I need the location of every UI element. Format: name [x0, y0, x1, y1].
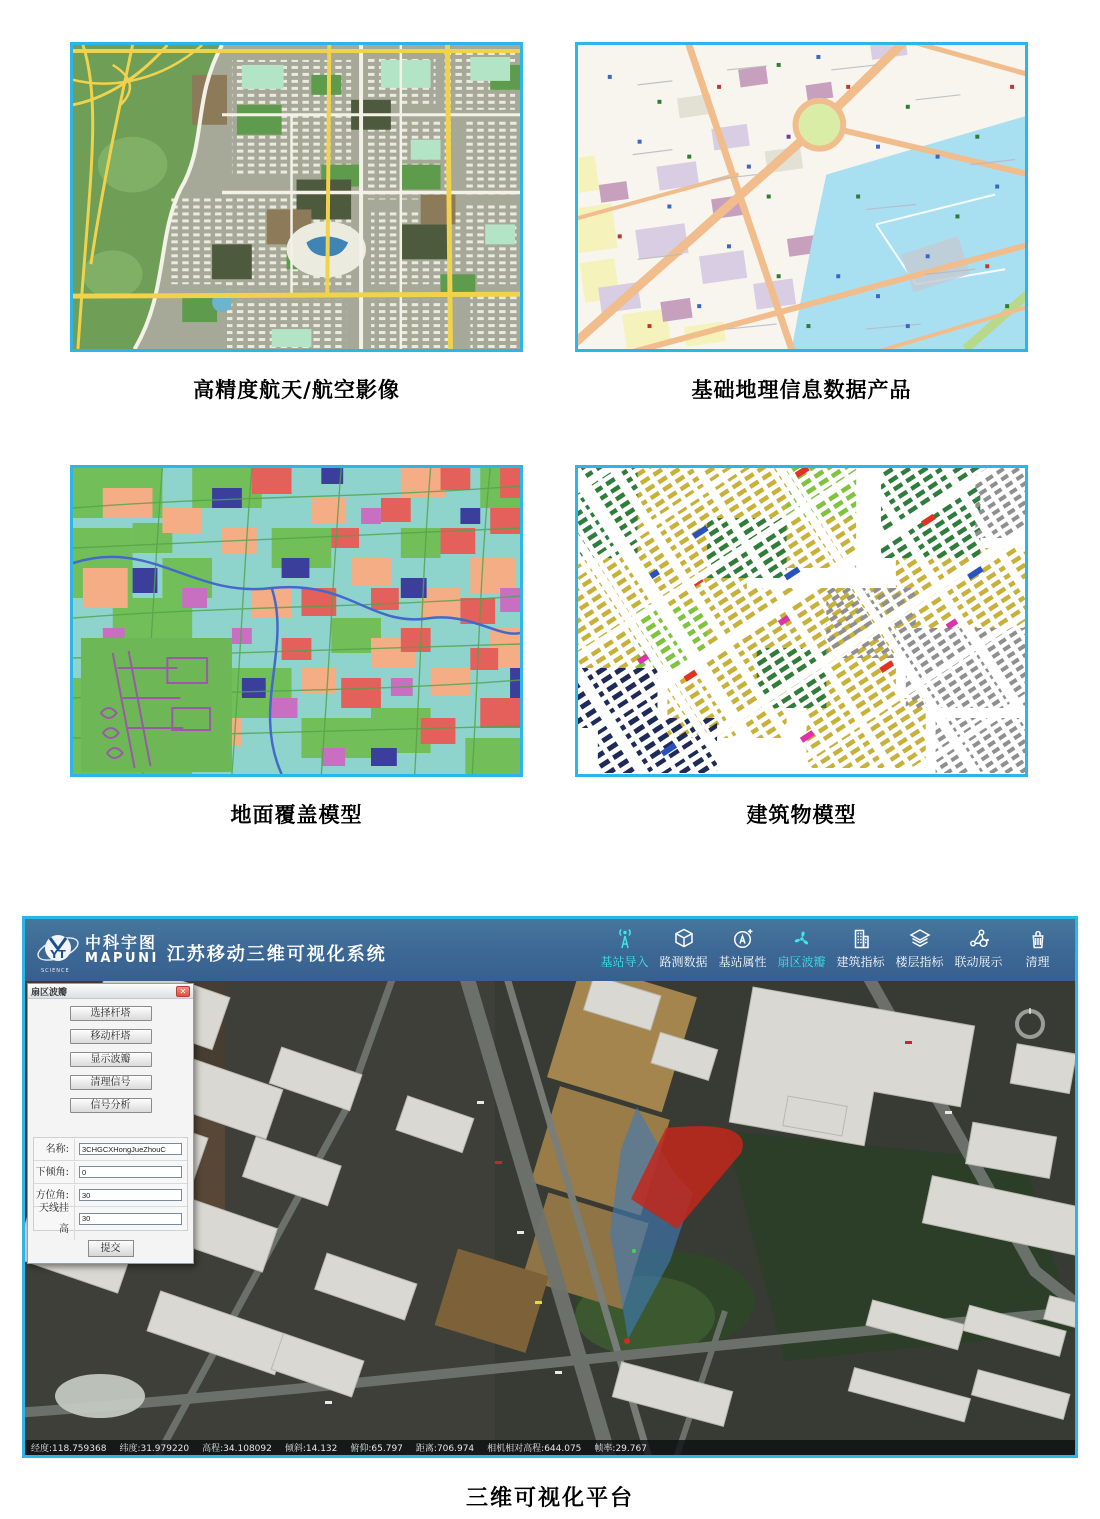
- 3d-visualization-app: [22, 916, 1078, 1458]
- 3d-map-viewport[interactable]: [25, 981, 1075, 1455]
- building-icon: [849, 927, 873, 951]
- app-header: [25, 919, 1075, 981]
- caption-3d-platform: 三维可视化平台: [465, 1486, 634, 1511]
- toolbar-label: 基站导入: [600, 954, 649, 969]
- show-lobe-button[interactable]: 显示波瓣: [70, 1052, 152, 1067]
- toolbar-label: 路测数据: [659, 954, 708, 969]
- toolbar-item-base-station-import[interactable]: [595, 927, 654, 974]
- toolbar-item-base-station-attributes[interactable]: [713, 927, 772, 974]
- fan-icon: [790, 927, 814, 951]
- move-tower-button[interactable]: 移动杆塔: [70, 1029, 152, 1044]
- toolbar-label: 扇区波瓣: [777, 954, 826, 969]
- caption-landcover: 地面覆盖模型: [230, 803, 363, 827]
- toolbar-item-floor-index[interactable]: [890, 927, 949, 974]
- buildings-figure: [575, 465, 1028, 777]
- form-row-antenna-height: [34, 1202, 187, 1235]
- statusbar: [25, 1440, 1075, 1455]
- toolbar-item-drive-test-data[interactable]: [654, 927, 713, 974]
- brand-name-cn: 中科宇图: [85, 932, 158, 952]
- name-label: 名称:: [34, 1139, 75, 1160]
- submit-button[interactable]: 提交: [88, 1240, 134, 1257]
- antenna-height-field[interactable]: [79, 1213, 182, 1225]
- toolbar-label: 联动展示: [954, 954, 1003, 969]
- basemap-image: [578, 45, 1025, 349]
- downtilt-field[interactable]: [79, 1166, 182, 1178]
- app-title: 江苏移动三维可视化系统: [166, 944, 387, 965]
- toolbar-item-linked-display[interactable]: [949, 927, 1008, 974]
- dialog-form: [33, 1137, 188, 1235]
- trash-icon: [1026, 927, 1050, 951]
- buildings-image: [578, 468, 1025, 774]
- antenna-height-label: 天线挂高: [34, 1198, 75, 1240]
- dialog-buttons: [28, 1006, 193, 1113]
- status-distance: 距离:706.974: [415, 1444, 475, 1454]
- toolbar-item-clear[interactable]: [1008, 927, 1067, 974]
- toolbar-label: 基站属性: [718, 954, 767, 969]
- satellite-image-figure: [70, 42, 523, 352]
- antenna-icon: [613, 927, 637, 951]
- status-pitch: 俯仰:65.797: [350, 1444, 403, 1454]
- toolbar: [595, 927, 1067, 974]
- form-row-downtilt: [34, 1161, 187, 1184]
- landcover-image: [73, 468, 520, 774]
- close-icon[interactable]: ✕: [176, 986, 190, 997]
- status-framerate: 帧率:29.767: [594, 1444, 647, 1454]
- status-longitude: 经度:118.759368: [31, 1444, 107, 1454]
- mapuni-globe-icon: [35, 928, 81, 972]
- sector-lobe-dialog: [27, 983, 194, 1264]
- dialog-titlebar[interactable]: [28, 984, 193, 999]
- landcover-figure: [70, 465, 523, 777]
- toolbar-label: 楼层指标: [895, 954, 944, 969]
- caption-buildings: 建筑物模型: [746, 803, 857, 827]
- compass-control[interactable]: [1013, 1007, 1047, 1041]
- basemap-figure: [575, 42, 1028, 352]
- brand-sub-label: SCIENCE: [41, 968, 70, 974]
- toolbar-item-building-index[interactable]: [831, 927, 890, 974]
- azimuth-label: 方位角:: [34, 1185, 75, 1206]
- layers-icon: [908, 927, 932, 951]
- svg-text:YT: YT: [50, 948, 66, 961]
- status-elevation: 高程:34.108092: [202, 1444, 272, 1454]
- status-latitude: 纬度:31.979220: [119, 1444, 190, 1454]
- toolbar-label: 建筑指标: [836, 954, 885, 969]
- status-tilt: 倾斜:14.132: [284, 1444, 338, 1454]
- caption-satellite: 高精度航天/航空影像: [193, 378, 400, 402]
- name-field[interactable]: [79, 1143, 182, 1155]
- cube-icon: [672, 927, 696, 951]
- network-icon: [967, 927, 991, 951]
- signal-analysis-button[interactable]: 信号分析: [70, 1098, 152, 1113]
- toolbar-label: 清理: [1025, 954, 1050, 969]
- caption-basemap: 基础地理信息数据产品: [691, 378, 912, 402]
- satellite-image: [73, 45, 520, 349]
- downtilt-label: 下倾角:: [34, 1162, 75, 1183]
- azimuth-field[interactable]: [79, 1189, 182, 1201]
- compass-a-icon: [731, 927, 755, 951]
- app-logo: [35, 928, 159, 972]
- clear-signal-button[interactable]: 清理信号: [70, 1075, 152, 1090]
- brand-name-en: MAPUNI: [85, 950, 159, 966]
- form-row-name: [34, 1138, 187, 1161]
- status-camera-height: 相机相对高程:644.075: [487, 1444, 582, 1454]
- toolbar-item-sector-lobe[interactable]: [772, 927, 831, 974]
- select-tower-button[interactable]: 选择杆塔: [70, 1006, 152, 1021]
- dialog-title: 扇区波瓣: [31, 987, 68, 998]
